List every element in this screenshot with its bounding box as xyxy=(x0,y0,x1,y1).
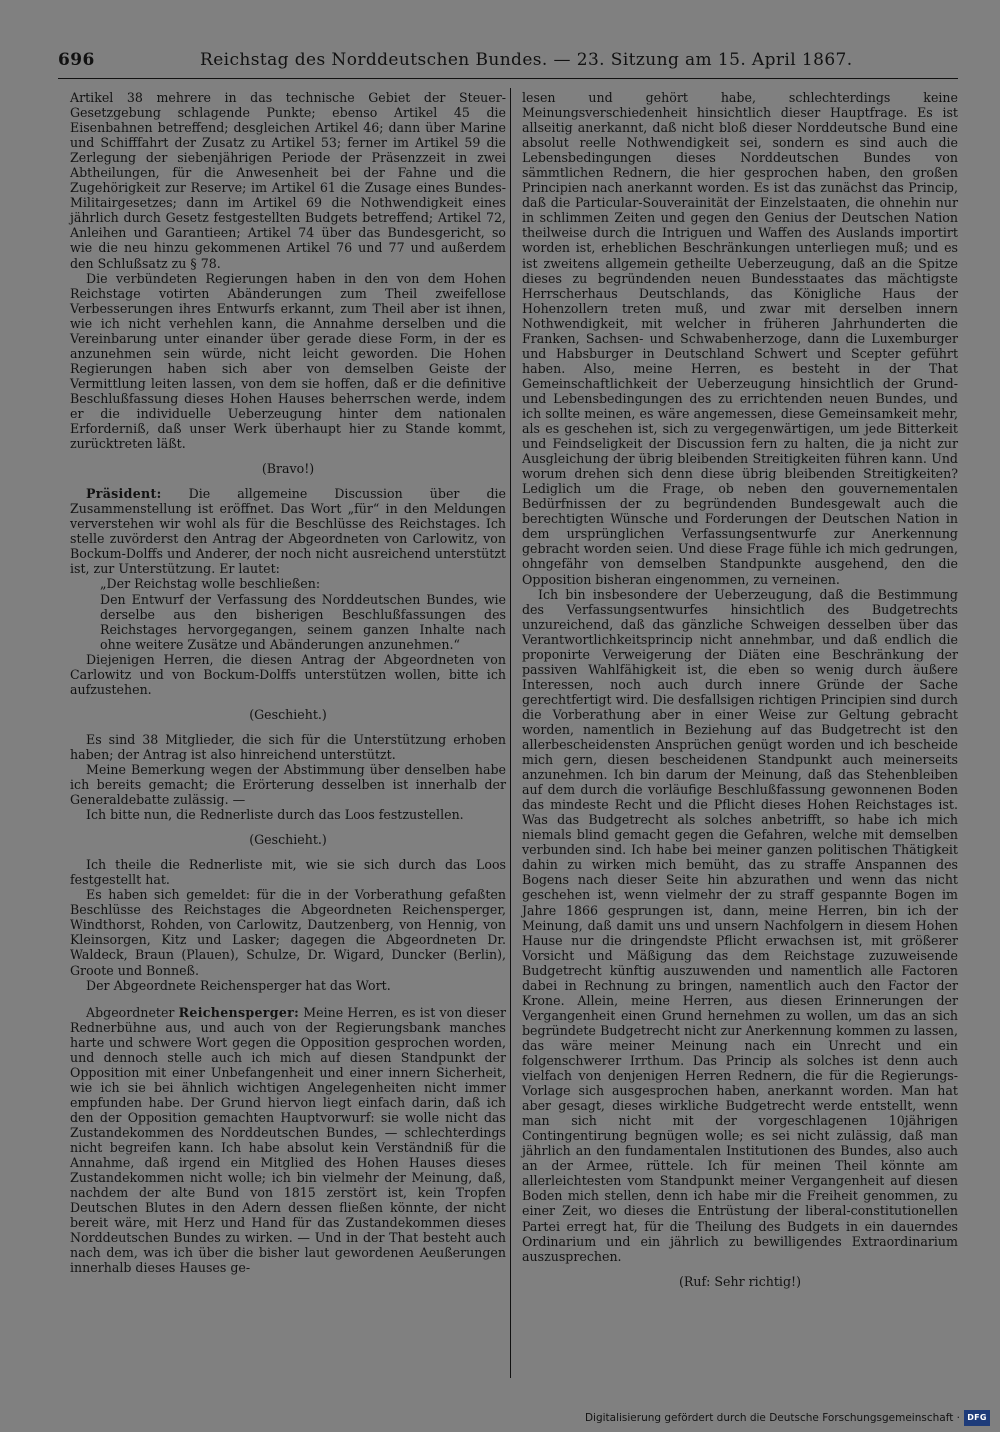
speech-paragraph xyxy=(70,1005,506,1276)
body-paragraph: Es haben sich gemeldet: für die in der Vorberathung gefaßten Beschlüsse des Reichstages die Abgeordneten Reichensperger, Windthorst, Rohden, von Carlowitz, Dautzenberg, von Hennig, von Kleinsorgen, Kitz und Lasker; dagegen die Abgeordneten Dr. Waldeck, Braun (Plauen), Schulze, Dr. Wigard, Duncker (Berlin), Groote und Bonneß. xyxy=(70,887,506,978)
header-rule xyxy=(58,78,958,79)
paragraph-gap xyxy=(70,993,506,1005)
interjection: (Bravo!) xyxy=(261,461,315,477)
body-paragraph: Die verbündeten Regierungen haben in den von dem Hohen Reichstage votirten Abänderungen zum Theil zweifellose Verbesserungen ihres Entwurfs erkannt, zum Theil aber ist ihnen, wie ich nicht verhehlen kann, die Annahme derselben und die Vereinbarung unter einander über gerade diese Form, in der es anzunehmen sein würde, nicht leicht geworden. Die Hohen Regierungen haben sich aber von demselben Geiste der Vermittlung leiten lassen, von dem sie hoffen, daß er die definitive Beschlußfassung dieses Hohen Hauses beherrschen werde, indem er die individuelle Ueberzeugung hinter dem nationalen Erforderniß, daß unser Werk überhaupt hier zu Stande kommt, zurücktreten läßt. xyxy=(70,270,506,452)
continued-paragraph: Artikel 38 mehrere in das technische Gebiet der Steuer-Gesetzgebung schlagende Punkte; ebenso Artikel 45 die Eisenbahnen betreffend; desgleichen Artikel 46; dann über Marine und Schifffahrt der Zusatz zu Artikel 53; ferner im Artikel 59 die Zerlegung der siebenjährigen Periode der Präsenzzeit in zwei Abtheilungen, für die Anwesenheit bei der Fahne und die Zugehörigkeit zur Reserve; im Artikel 61 die Zusage eines Bundes-Militairgesetzes; dann im Artikel 69 die Nothwendigkeit eines jährlich durch Gesetz festgestellten Budgets betreffend; Artikel 72, Anleihen und Garantieen; Artikel 74 über das Bundesgericht, so wie die neu hinzu gekommenen Artikel 76 und 77 und außerdem den Schlußsatz zu § 78. xyxy=(70,90,506,271)
speech-paragraph xyxy=(70,486,506,576)
motion-quote: Den Entwurf der Verfassung des Norddeutschen Bundes, wie derselbe aus den bisherigen Beschlußfassungen des Reichstages hervorgegangen, seinem ganzen Inhalte nach ohne weitere Zusätze und Abänderungen anzunehmen.“ xyxy=(100,591,506,652)
speaker-name: Reichensperger: xyxy=(178,1004,300,1020)
continued-paragraph: lesen und gehört habe, schlechterdings keine Meinungsverschiedenheit hinsichtlich dieser Hauptfrage. Es ist allseitig anerkannt, daß nicht bloß dieser Norddeutsche Bund eine absolut reelle Nothwendigkeit sei, sondern es sind auch die Lebensbedingungen dieses Norddeutschen Bundes von sämmtlichen Rednern, die hier gesprochen haben, den großen Principien nach anerkannt worden. Es ist das zunächst das Princip, daß die Particular-Souverainität der Einzelstaaten, die ohnehin nur in schlimmen Zeiten und gegen den Genius der Deutschen Nation theilweise durch die Intriguen und Waffen des Auslands importirt worden ist, erheblichen Beschränkungen unterliegen muß; und es ist zweitens allgemein getheilte Ueberzeugung, daß an die Spitze dieses zu begründenden neuen Bundesstaates das mächtigste Herrscherhaus Deutschlands, das Königliche Haus der Hohenzollern treten muß, und zwar mit derselben innern Nothwendigkeit, mit welcher in früheren Jahrhunderten die Franken, Sachsen- und Schwabenherzoge, dann die Luxemburger und Habsburger in Deutschland Schwert und Scepter geführt haben. Also, meine Herren, es besteht in der That Gemeinschaftlichkeit der Ueberzeugung hinsichtlich der Grund- und Lebensbedingungen des zu errichtenden neuen Bundes, und ich sollte meinen, es wäre angemessen, diese Gemeinsamkeit mehr, als es geschehen ist, sich zu vergegenwärtigen, um jede Bitterkeit und Feindseligkeit der Discussion fern zu halten, die ja nicht zur Ausgleichung der übrig bleibenden Streitigkeiten führen kann. Und worum drehen sich denn diese übrig bleibenden Streitigkeiten? Lediglich um die Frage, ob neben den gouvernementalen Bedürfnissen der zu begründenden Bundesgewalt auch die berechtigten Wünsche und Forderungen der Deutschen Nation in dem ursprünglichen Verfassungsentwurfe zur Anerkennung gebracht worden seien. Und diese Frage fühle ich mich gedrungen, ohngefähr von demselben Standpunkte ausgehend, den die Opposition bisheran eingenommen, zu verneinen. xyxy=(522,90,958,587)
speaker-name: Präsident: xyxy=(86,486,162,502)
body-paragraph: Der Abgeordnete Reichensperger hat das Wort. xyxy=(86,977,391,993)
speaker-prefix: Abgeordneter xyxy=(86,1004,179,1020)
speech-text: Meine Herren, es ist von dieser Rednerbühne aus, und auch von der Regierungsbank manches harte und schwere Wort gegen die Opposition gesprochen worden, und dennoch stelle auch ich mich auf diesen Standpunkt der Opposition mit einer Unbefangenheit und einer innern Sicherheit, wie ich sie bei ähnlich wichtigen Angelegenheiten nicht immer empfunden habe. Der Grund hiervon liegt einfach darin, daß ich den der Opposition gemachten Hauptvorwurf: sie wolle nicht das Zustandekommen des Norddeutschen Bundes, — schlechterdings nicht begreifen kann. Ich habe absolut kein Verständniß für die Annahme, daß irgend ein Mitglied des Hohen Hauses dieses Zustandekommen nicht wolle; ich bin vielmehr der Meinung, daß, nachdem der alte Bund von 1815 zerstört ist, kein Tropfen Deutschen Blutes in den Adern dessen fließen könnte, der nicht bereit wäre, mit Herz und Hand für das Zustandekommen dieses Norddeutschen Bundes zu wirken. — Und in der That besteht auch nach dem, was ich über die bisher laut gewordenen Aeußerungen innerhalb dieses Hauses ge- xyxy=(70,1004,506,1276)
footer xyxy=(560,1410,990,1428)
body-paragraph: Ich bitte nun, die Rednerliste durch das Loos festzustellen. xyxy=(86,807,464,823)
column-divider xyxy=(510,88,511,1378)
interjection: (Geschieht.) xyxy=(249,706,327,722)
body-paragraph: Ich theile die Rednerliste mit, wie sie sich durch das Loos festgestellt hat. xyxy=(70,857,506,888)
page-number: 696 xyxy=(58,50,95,70)
body-paragraph: Meine Bemerkung wegen der Abstimmung über denselben habe ich bereits gemacht; die Erörterung desselben ist innerhalb der Generaldebatte zulässig. — xyxy=(70,761,506,808)
interjection: (Ruf: Sehr richtig!) xyxy=(679,1273,801,1289)
running-title: Reichstag des Norddeutschen Bundes. — 23. Sitzung am 15. April 1867. xyxy=(200,50,853,70)
dfg-logo-icon: DFG xyxy=(964,1410,990,1426)
speech-text: Die allgemeine Discussion über die Zusammenstellung ist eröffnet. Das Wort „für“ in den Meldungen ververstehen wir wohl als für die Beschlüsse des Reichstages. Ich stelle zuvörderst den Antrag der Abgeordneten von Carlowitz, von Bockum-Dolffs und Anderer, der noch nicht ausreichend unterstützt ist, zur Unterstützung. Er lautet: xyxy=(70,486,506,577)
right-column xyxy=(522,90,958,1299)
body-paragraph: Diejenigen Herren, die diesen Antrag der Abgeordneten von Carlowitz und von Bockum-Dolffs unterstützen wollen, bitte ich aufzustehen. xyxy=(70,651,506,697)
interjection: (Geschieht.) xyxy=(249,832,327,848)
page-header xyxy=(58,50,950,76)
left-column xyxy=(70,90,506,1275)
body-paragraph: Es sind 38 Mitglieder, die sich für die Unterstützung erhoben haben; der Antrag ist also hinreichend unterstützt. xyxy=(70,731,506,762)
motion-quote: „Der Reichstag wolle beschließen: xyxy=(100,576,321,592)
body-paragraph: Ich bin insbesondere der Ueberzeugung, daß die Bestimmung des Verfassungsentwurfes hinsichtlich des Budgetrechts unzureichend, daß das gänzliche Schweigen desselben über das Verantwortlichkeitsprincip nicht annehmbar, und daß endlich die proponirte Verweigerung der Diäten eine Beschränkung der passiven Wahlfähigkeit ist, die eben so wenig durch äußere Interessen, noch auch durch innere Gründe der Sache gerechtfertigt wird. Die desfallsigen richtigen Principien sind durch die Vorberathung aber in einer Weise zur Geltung gebracht worden, namentlich in Beziehung auf das Budgetrecht ist den allerbescheidensten Ansprüchen genügt worden und ich bescheide mich gern, diesen bescheidenen Standpunkt auch meinerseits anzunehmen. Ich bin darum der Meinung, daß das Stehenbleiben auf dem durch die vorläufige Beschlußfassung gewonnenen Boden das mindeste Recht und die Pflicht dieses Hohen Reichstages ist. Was das Budgetrecht als solches anbetrifft, so habe ich mich niemals blind gemacht gegen die Gefahren, welche mit demselben verbunden sind. Ich habe bei meiner ganzen politischen Thätigkeit dahin zu wirken mich bemüht, das zu straffe Anspannen des Bogens nach dieser Seite hin abzurathen und wenn das nicht geschehen ist, wenn vielmehr der zu straff gespannte Bogen im Jahre 1866 gesprungen ist, dann, meine Herren, bin ich der Meinung, daß damit uns und unsern Nachfolgern in diesem Hohen Hause nur die dringendste Pflicht erwachsen ist, mit größerer Vorsicht und Mäßigung das dem Reichstage zuzuweisende Budgetrecht künftig auszuwenden und namentlich alle Factoren dabei in Rechnung zu bringen, namentlich auch den Factor der Krone. Allein, meine Herren, aus diesen Erinnerungen der Vergangenheit einen Grund hernehmen zu wollen, um das an sich begründete Budgetrecht nicht zur Anerkennung kommen zu lassen, das wäre meiner Meinung nach ein Unrecht und ein folgenschwerer Irrthum. Das Princip als solches ist denn auch vielfach von denjenigen Herren Rednern, die für die Regierungs-Vorlage sich ausgesprochen haben, anerkannt worden. Man hat aber gesagt, dieses wirkliche Budgetrecht werde entstellt, wenn man sich nicht mit der vorgeschlagenen 10jährigen Contingentirung begnügen wolle; es sei nicht zulässig, daß man jährlich an den fundamentalen Institutionen des Bundes, also auch an der Armee, rüttele. Ich für meinen Theil könnte am allerleichtesten vom Standpunkt meiner Vergangenheit auf diesen Boden mich stellen, denn ich habe mir die Freiheit genommen, zu einer Zeit, wo dieses die Entrüstung der liberal-constitutionellen Partei erregt hat, für die Theilung des Budgets in ein dauerndes Ordinarium und ein jährlich zu bewilligendes Extraordinarium auszusprechen. xyxy=(522,586,958,1264)
footer-credit: Digitalisierung gefördert durch die Deutsche Forschungsgemeinschaft · xyxy=(584,1412,960,1424)
